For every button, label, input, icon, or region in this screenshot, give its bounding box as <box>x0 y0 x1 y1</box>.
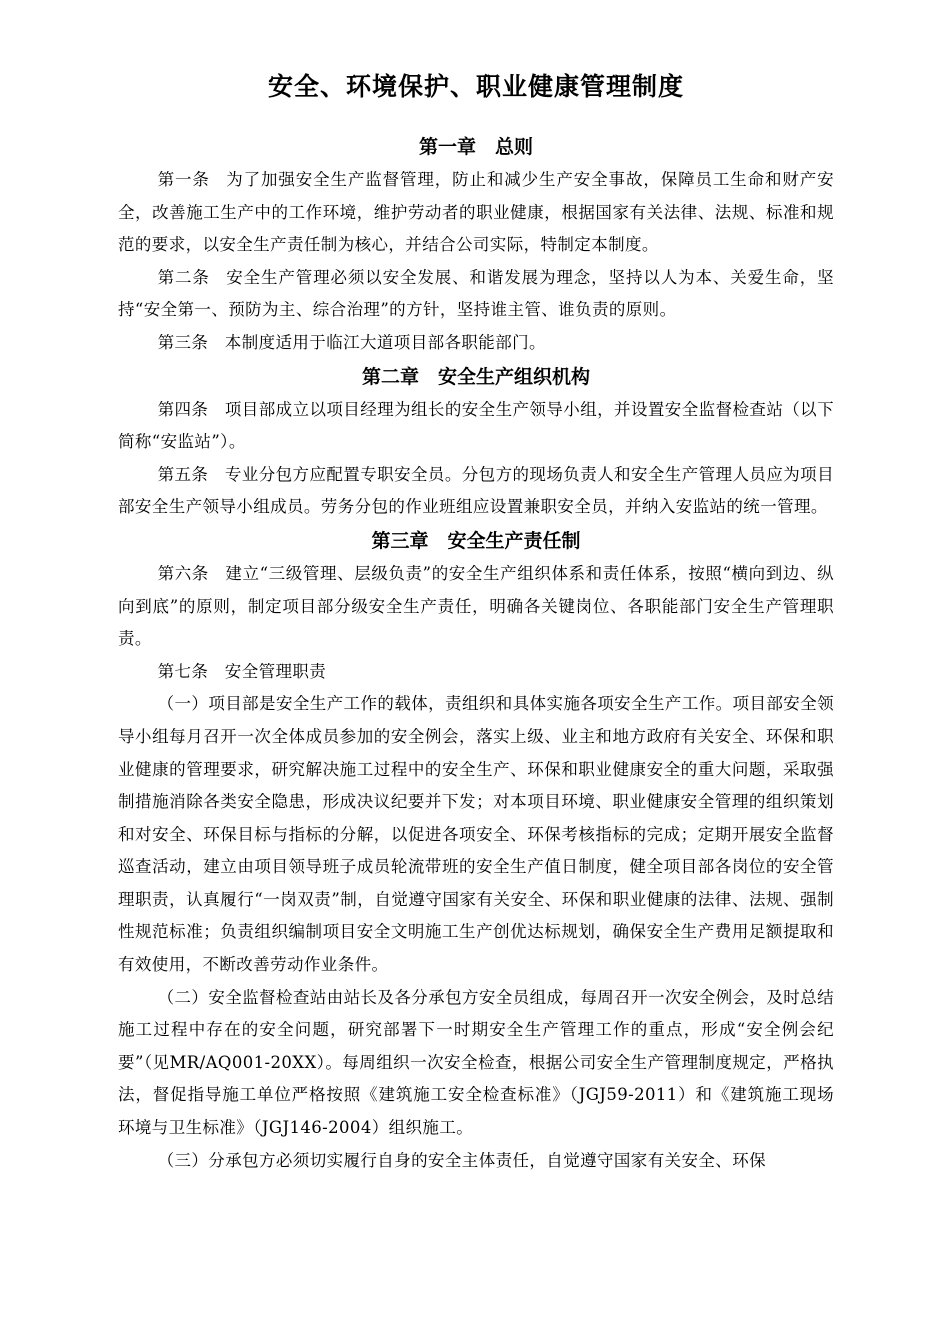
article-label: 第一条 <box>157 170 210 189</box>
article-label: 第四条 <box>157 399 209 419</box>
article-text: 本制度适用于临江大道项目部各职能部门。 <box>224 332 546 352</box>
chapter-heading: 第一章 总则 <box>418 136 533 158</box>
clause-text: （三）分承包方必须切实履行自身的安全主体责任，自觉遵守国家有关安全、环保 <box>157 1150 766 1170</box>
article-7 <box>118 656 834 689</box>
article-6 <box>118 558 834 656</box>
article-text: 建立“三级管理、层级负责”的安全生产组织体系和责任体系，按照“横向到边、纵向到底”的原则，制定项目部分级安全生产责任，明确各关键岗位、各职能部门安全生产管理职责。 <box>118 563 834 649</box>
article-label: 第五条 <box>157 464 209 484</box>
chapter-heading: 第二章 安全生产组织机构 <box>361 365 590 388</box>
document-title: 安全、环境保护、职业健康管理制度 <box>267 72 684 101</box>
article-label: 第六条 <box>157 563 209 583</box>
chapter-2 <box>118 360 834 524</box>
chapter-3 <box>118 524 834 1177</box>
article-2 <box>118 262 834 327</box>
article-text: 为了加强安全生产监督管理，防止和减少生产安全事故，保障员工生命和财产安全，改善施工生产中的工作环境，维护劳动者的职业健康，根据国家有关法律、法规、标准和规范的要求，以安全生产责任制为核心，并结合公司实际，特制定本制度。 <box>118 170 835 255</box>
clause-3 <box>118 1145 834 1178</box>
article-label: 第二条 <box>157 267 210 287</box>
article-text: 专业分包方应配置专职安全员。分包方的现场负责人和安全生产管理人员应为项目部安全生产领导小组成员。劳务分包的作业班组应设置兼职安全员，并纳入安监站的统一管理。 <box>118 464 834 517</box>
article-text: 安全生产管理必须以安全发展、和谐发展为理念，坚持以人为本、关爱生命，坚持“安全第一、预防为主、综合治理”的方针，坚持谁主管、谁负责的原则。 <box>118 267 835 320</box>
article-text: 项目部成立以项目经理为组长的安全生产领导小组，并设置安全监督检查站（以下简称“安监站”）。 <box>118 399 834 452</box>
document-body <box>118 64 834 1177</box>
article-5 <box>118 459 834 524</box>
clause-text: （一）项目部是安全生产工作的载体，责组织和具体实施各项安全生产工作。项目部安全领导小组每月召开一次全体成员参加的安全例会，落实上级、业主和地方政府有关安全、环保和职业健康的管理要求，研究解决施工过程中的安全生产、环保和职业健康安全的重大问题，采取强制措施消除各类安全隐患，形成决议纪要并下发；对本项目环境、职业健康安全管理的组织策划和对安全、环保目标与指标的分解，以促进各项安全、环保考核指标的完成；定期开展安全监督巡查活动，建立由项目领导班子成员轮流带班的安全生产值日制度，健全项目部各岗位的安全管理职责，认真履行“一岗双责”制，自觉遵守国家有关安全、环保和职业健康的法律、法规、强制性规范标准；负责组织编制项目安全文明施工生产创优达标规划，确保安全生产费用足额提取和有效使用，不断改善劳动作业条件。 <box>118 694 834 975</box>
chapter-1 <box>118 130 834 360</box>
article-1 <box>118 164 834 262</box>
article-4 <box>118 394 834 459</box>
chapter-heading: 第三章 安全生产责任制 <box>371 529 581 552</box>
article-label: 第七条 <box>157 661 209 681</box>
article-label: 第三条 <box>157 332 209 352</box>
clause-text: （二）安全监督检查站由站长及各分承包方安全员组成，每周召开一次安全例会，及时总结施工过程中存在的安全问题，研究部署下一时期安全生产管理工作的重点，形成“安全例会纪要”（见MR/AQ001-20XX）。每周组织一次安全检查，根据公司安全生产管理制度规定，严格执法，督促指导施工单位严格按照《建筑施工安全检查标准》（JGJ59-2011）和《建筑施工现场环境与卫生标准》（JGJ146-2004）组织施工。 <box>118 987 834 1138</box>
clause-2 <box>118 982 834 1145</box>
clause-1 <box>118 688 834 981</box>
article-text: 安全管理职责 <box>224 661 327 681</box>
article-3 <box>118 327 834 360</box>
